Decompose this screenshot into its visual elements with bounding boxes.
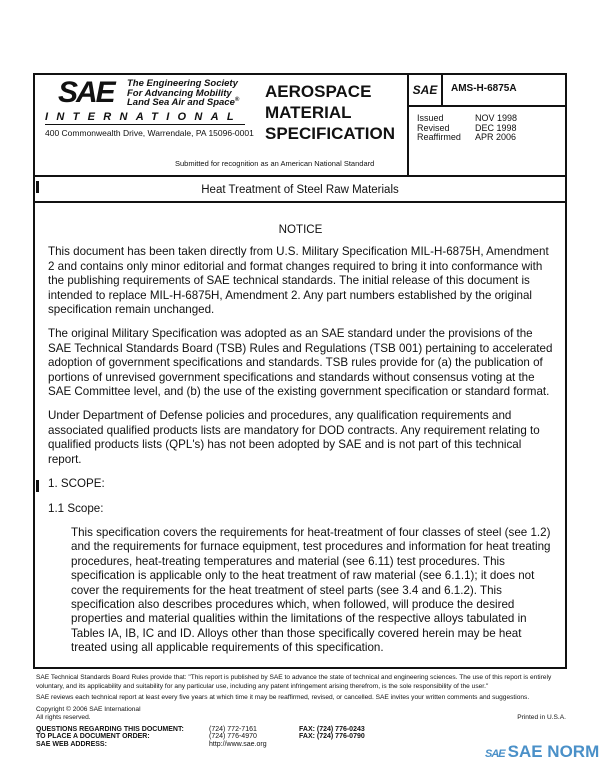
doc-number: AMS-H-6875A [451, 83, 517, 94]
contact-row: TO PLACE A DOCUMENT ORDER: (724) 776-4970 FAX: (724) 776-0790 [36, 733, 365, 740]
small-sae-logo: SAE [409, 75, 443, 105]
address: 400 Commonwealth Drive, Warrendale, PA 15096-0001 [45, 128, 254, 138]
printed: Printed in U.S.A. [517, 714, 566, 721]
section-heading: 1. SCOPE: [48, 477, 105, 491]
subsection-heading: 1.1 Scope: [48, 501, 104, 515]
paragraph: The original Military Specification was adopted as an SAE standard under the provisions of the SAE Technical Standards Board (TSB) Rules and Regulations (TSB 001) pertaining to accelerated adoption of government specifications and standards. TSB rules provide for (a) the publication of portions of unrevised government specifications and standards without consensus voting at the SAE Committee level, and (b) the use of the existing government specification or standard format. [48, 327, 553, 399]
header [35, 75, 565, 177]
document-frame [33, 73, 567, 669]
doc-type: AEROSPACE MATERIAL SPECIFICATION [265, 82, 396, 143]
scope-paragraph: This specification covers the requirements for heat-treatment of four classes of steel (see 1.2) and the requirements for furnace equipment, test procedures and information for heat treating procedures, heat-treating temperatures and material (see 6.11) test procedures. This specification is applicable only to the heat treatment of raw material (see 6.1.1); it does not cover the requirements for the heat treatment of steel parts (see 3.4 and 6.1.2). This specification also describes procedures which, when followed, will produce the desired properties and material qualities within the limitations of the respective alloys tabulated in Tables IA, IB, IC and ID. Alloys other than those specifically covered herein may be heat treated using all applicable requirements of this specification. [71, 525, 551, 655]
dates [409, 107, 565, 143]
doc-id-box [407, 75, 565, 175]
date-reaffirmed: Reaffirmed APR 2006 [417, 132, 517, 142]
submitted-note: Submitted for recognition as an American National Standard [175, 159, 375, 168]
contact-row: QUESTIONS REGARDING THIS DOCUMENT: (724) 772-7161 FAX: (724) 776-0243 [36, 725, 365, 733]
sae-logo-mark: SAE [58, 76, 114, 109]
sae-norm-watermark: SAE SAE NORM [485, 742, 600, 761]
rights: All rights reserved. [36, 714, 91, 721]
change-bar [36, 480, 39, 492]
document-body [48, 223, 553, 666]
review-note: SAE reviews each technical report at least every five years at which time it may be reaffirmed, revised, or cancelled. SAE invites your written comments and suggestions. [36, 694, 530, 701]
tsb-note: SAE Technical Standards Board Rules provide that: "This report is published by SAE to advance the state of technical and engineering sciences. The use of this report is entirely voluntary, and its applicability and suitability for any particular use, including any patent infringement arising therefrom, is the sole responsibility of the user." [36, 674, 552, 690]
paragraph: This document has been taken directly from U.S. Military Specification MIL-H-6875H, Amendment 2 and contains only minor editorial and format changes required to bring it into conformance with the publishing requirements of SAE technical standards. The initial release of this document is intended to replace MIL-H-6875H, Amendment 2. Any part numbers established by the original specification remain unchanged. [48, 245, 549, 317]
paragraph: Under Department of Defense policies and procedures, any qualification requirements and associated qualified products lists are mandatory for DOD contracts. Any requirement relating to qualified products lists (QPL's) has not been adopted by SAE and is not part of this technical report. [48, 409, 540, 466]
tagline-line: For Advancing Mobility [127, 87, 232, 99]
notice-heading: NOTICE [278, 223, 323, 236]
copyright: Copyright © 2006 SAE International [36, 705, 141, 713]
web-link[interactable]: http://www.sae.org [209, 740, 267, 748]
tagline-line: Land Sea Air and Space® [127, 96, 240, 108]
change-bar [36, 181, 39, 193]
document-title: Heat Treatment of Steel Raw Materials [35, 177, 565, 203]
date-issued: Issued NOV 1998 [417, 113, 518, 123]
contact-row: SAE WEB ADDRESS: http://www.sae.org [36, 741, 566, 749]
society-tagline [127, 79, 239, 108]
footer [36, 674, 566, 748]
date-revised: Revised DEC 1998 [417, 122, 517, 133]
tagline-line: The Engineering Society [127, 78, 238, 89]
international-label: INTERNATIONAL [45, 111, 245, 125]
